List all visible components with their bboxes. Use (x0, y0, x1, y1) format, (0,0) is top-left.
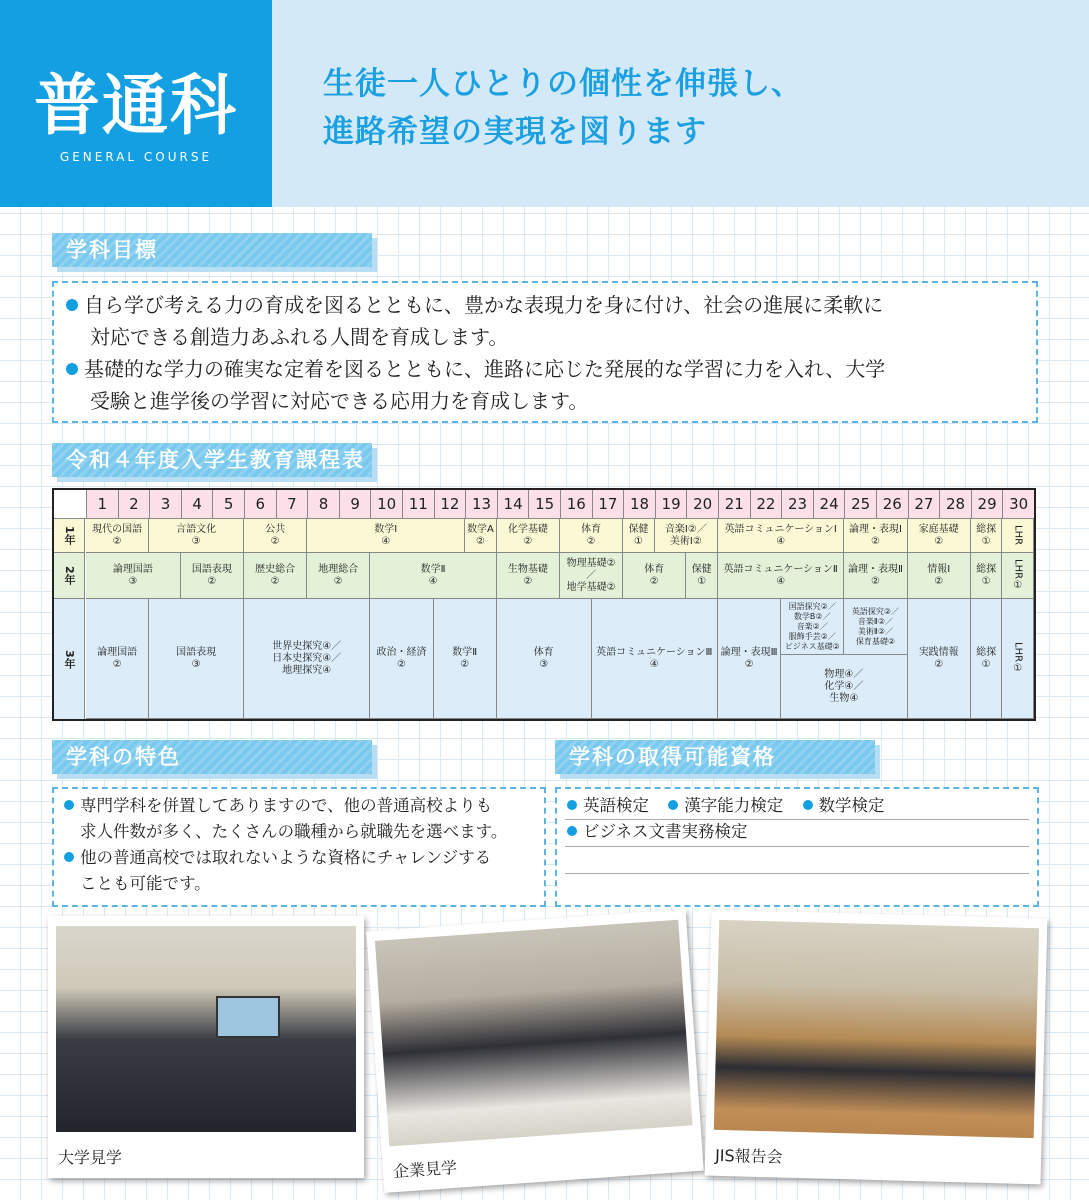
subject-cell: 数学Ⅱ ④ (370, 553, 496, 599)
subject-cell: 情報Ⅰ ② (908, 553, 971, 599)
goal-line-1: 自ら学び考える力の育成を図るとともに、豊かな表現力を身に付け、社会の進展に柔軟に (66, 289, 883, 321)
bullet-icon (803, 800, 813, 810)
curriculum-table (52, 488, 1036, 721)
period-header-cell: 18 (623, 490, 655, 518)
tagline-line-1: 生徒一人ひとりの個性を伸張し、 (323, 66, 803, 102)
subject-cell: 世界史探究④／ 日本史探究④／ 地理探究④ (244, 599, 370, 719)
subject-cell: 保健 ① (623, 519, 655, 553)
subject-cell: 英語コミュニケーションⅢ ④ (592, 599, 718, 719)
period-header-cell: 26 (876, 490, 908, 518)
qualifications-label: 学科の取得可能資格 (555, 740, 875, 774)
subject-cell: 英語コミュニケーションⅡ ④ (718, 553, 844, 599)
bullet-icon (668, 800, 678, 810)
photo-company-visit (366, 909, 703, 1193)
subject-cell: 論理・表現Ⅰ ② (844, 519, 907, 553)
period-header-cell: 14 (497, 490, 529, 518)
subject-cell: 国語探究②／ 数学B②／ 音楽②／ 服飾手芸②／ ビジネス基礎② (781, 599, 844, 655)
period-header-cell: 10 (370, 490, 402, 518)
qualification-item: ビジネス文書実務検定 (583, 822, 748, 841)
curriculum-label: 令和４年度入学生教育課程表 (52, 443, 372, 477)
period-header-cell: 22 (750, 490, 782, 518)
period-header-cell: 29 (971, 490, 1003, 518)
photo-caption: JIS報告会 (714, 1145, 783, 1167)
goal-line-3: 基礎的な学力の確実な定着を図るとともに、進路に応じた発展的な学習に力を入れ、大学 (66, 353, 885, 385)
subject-cell: 体育 ② (560, 519, 623, 553)
period-header-cell: 1 (86, 490, 118, 518)
subject-cell: 音楽Ⅰ②／ 美術Ⅰ② (655, 519, 718, 553)
period-header-cell: 21 (718, 490, 750, 518)
subject-cell: 総探 ① (971, 519, 1003, 553)
photo-image (714, 920, 1039, 1138)
period-header-cell: 27 (908, 490, 940, 518)
subject-cell: 公共 ② (244, 519, 307, 553)
subject-cell: 英語コミュニケーションⅠ ④ (718, 519, 844, 553)
qualification-row-1 (567, 793, 885, 819)
divider (565, 873, 1029, 874)
course-title-block (0, 0, 272, 207)
course-title: 普通科 (34, 67, 238, 144)
goals-label: 学科目標 (52, 233, 372, 267)
feature-line-4: ことも可能です。 (80, 874, 211, 893)
feature-line-2: 求人件数が多く、たくさんの職種から就職先を選べます。 (80, 822, 508, 841)
subject-cell: 論理国語 ② (86, 599, 149, 719)
period-header-cell: 30 (1002, 490, 1034, 518)
subject-cell: 物理④／ 化学④／ 生物④ (781, 655, 907, 719)
subject-cell: LHR ① (1002, 599, 1034, 719)
subject-cell: 生物基礎 ② (497, 553, 560, 599)
qualification-item: 数学検定 (818, 796, 885, 815)
bullet-icon (66, 363, 78, 375)
bullet-icon (66, 299, 78, 311)
photo-caption: 大学見学 (58, 1148, 123, 1167)
subject-cell: 体育 ② (623, 553, 686, 599)
subject-cell: 家庭基礎 ② (908, 519, 971, 553)
bullet-icon (567, 826, 577, 836)
course-subtitle: GENERAL COURSE (59, 150, 213, 164)
photo-jis-report (705, 910, 1048, 1185)
year-3-label: 3年 (54, 599, 85, 719)
bullet-icon (567, 800, 577, 810)
subject-cell: 地理総合 ② (307, 553, 370, 599)
header-corner-cell (54, 490, 86, 518)
features-label: 学科の特色 (52, 740, 372, 774)
period-header-cell: 20 (686, 490, 718, 518)
subject-cell: 数学Ⅱ ② (434, 599, 497, 719)
bullet-icon (64, 852, 74, 862)
subject-cell: LHR (1002, 519, 1034, 553)
subject-cell: 言語文化 ③ (149, 519, 244, 553)
divider (565, 819, 1029, 820)
subject-cell: 政治・経済 ② (370, 599, 433, 719)
period-header-cell: 4 (181, 490, 213, 518)
divider (565, 846, 1029, 847)
subject-cell: 論理・表現Ⅲ ② (718, 599, 781, 719)
period-header-cell: 25 (844, 490, 876, 518)
period-header-cell: 13 (465, 490, 497, 518)
period-header-cell: 16 (560, 490, 592, 518)
period-header-cell: 11 (402, 490, 434, 518)
goals-box (52, 281, 1038, 423)
subject-cell: 国語表現 ③ (149, 599, 244, 719)
subject-cell: LHR ① (1002, 553, 1034, 599)
header-band (0, 0, 1089, 207)
subject-cell: 総探 ① (971, 599, 1003, 719)
period-header-cell: 15 (528, 490, 560, 518)
qualification-item: 英語検定 (583, 796, 649, 815)
qualification-row-2 (567, 819, 748, 845)
feature-line-3: 他の普通高校では取れないような資格にチャレンジする (64, 845, 491, 871)
goal-line-2: 対応できる創造力あふれる人間を育成します。 (90, 325, 509, 349)
year-2-label: 2年 (54, 553, 85, 599)
subject-cell: 論理国語 ③ (86, 553, 181, 599)
period-header-cell: 5 (212, 490, 244, 518)
subject-cell: 化学基礎 ② (497, 519, 560, 553)
subject-cell: 保健 ① (686, 553, 718, 599)
tagline-line-2: 進路希望の実現を図ります (323, 114, 707, 150)
period-header-cell: 2 (118, 490, 150, 518)
photo-image (56, 926, 356, 1132)
subject-cell: 数学A ② (465, 519, 497, 553)
period-header-cell: 12 (434, 490, 466, 518)
subject-cell: 現代の国語 ② (86, 519, 149, 553)
subject-cell: 体育 ③ (497, 599, 592, 719)
subject-cell: 論理・表現Ⅱ ② (844, 553, 907, 599)
period-header-cell: 17 (592, 490, 624, 518)
features-box (52, 787, 546, 907)
photo-university-visit (48, 916, 364, 1178)
period-header-cell: 3 (149, 490, 181, 518)
subject-cell: 総探 ① (971, 553, 1003, 599)
period-header-cell: 28 (939, 490, 971, 518)
photo-caption: 企業見学 (392, 1157, 458, 1182)
qualifications-box (555, 787, 1039, 907)
subject-cell: 実践情報 ② (908, 599, 971, 719)
feature-line-1: 専門学科を併置してありますので、他の普通高校よりも (64, 793, 492, 819)
subject-cell: 国語表現 ② (181, 553, 244, 599)
period-header-cell: 19 (655, 490, 687, 518)
qualification-item: 漢字能力検定 (684, 796, 784, 815)
subject-cell: 歴史総合 ② (244, 553, 307, 599)
photo-image (375, 920, 693, 1147)
period-header-cell: 8 (307, 490, 339, 518)
subject-cell: 数学Ⅰ ④ (307, 519, 465, 553)
period-header-cell: 6 (244, 490, 276, 518)
period-header-cell: 7 (276, 490, 308, 518)
subject-cell: 物理基礎② ／ 地学基礎② (560, 553, 623, 599)
period-header-row (54, 490, 1034, 519)
subject-cell: 英語探究②／ 音楽Ⅱ②／ 美術Ⅱ②／ 保育基礎② (844, 599, 907, 655)
projector-screen (216, 996, 280, 1038)
period-header-cell: 24 (813, 490, 845, 518)
tagline (323, 60, 803, 156)
year-1-label: 1年 (54, 519, 85, 553)
period-header-cell: 23 (781, 490, 813, 518)
bullet-icon (64, 800, 74, 810)
period-header-cell: 9 (339, 490, 371, 518)
goal-line-4: 受験と進学後の学習に対応できる応用力を育成します。 (90, 389, 589, 413)
